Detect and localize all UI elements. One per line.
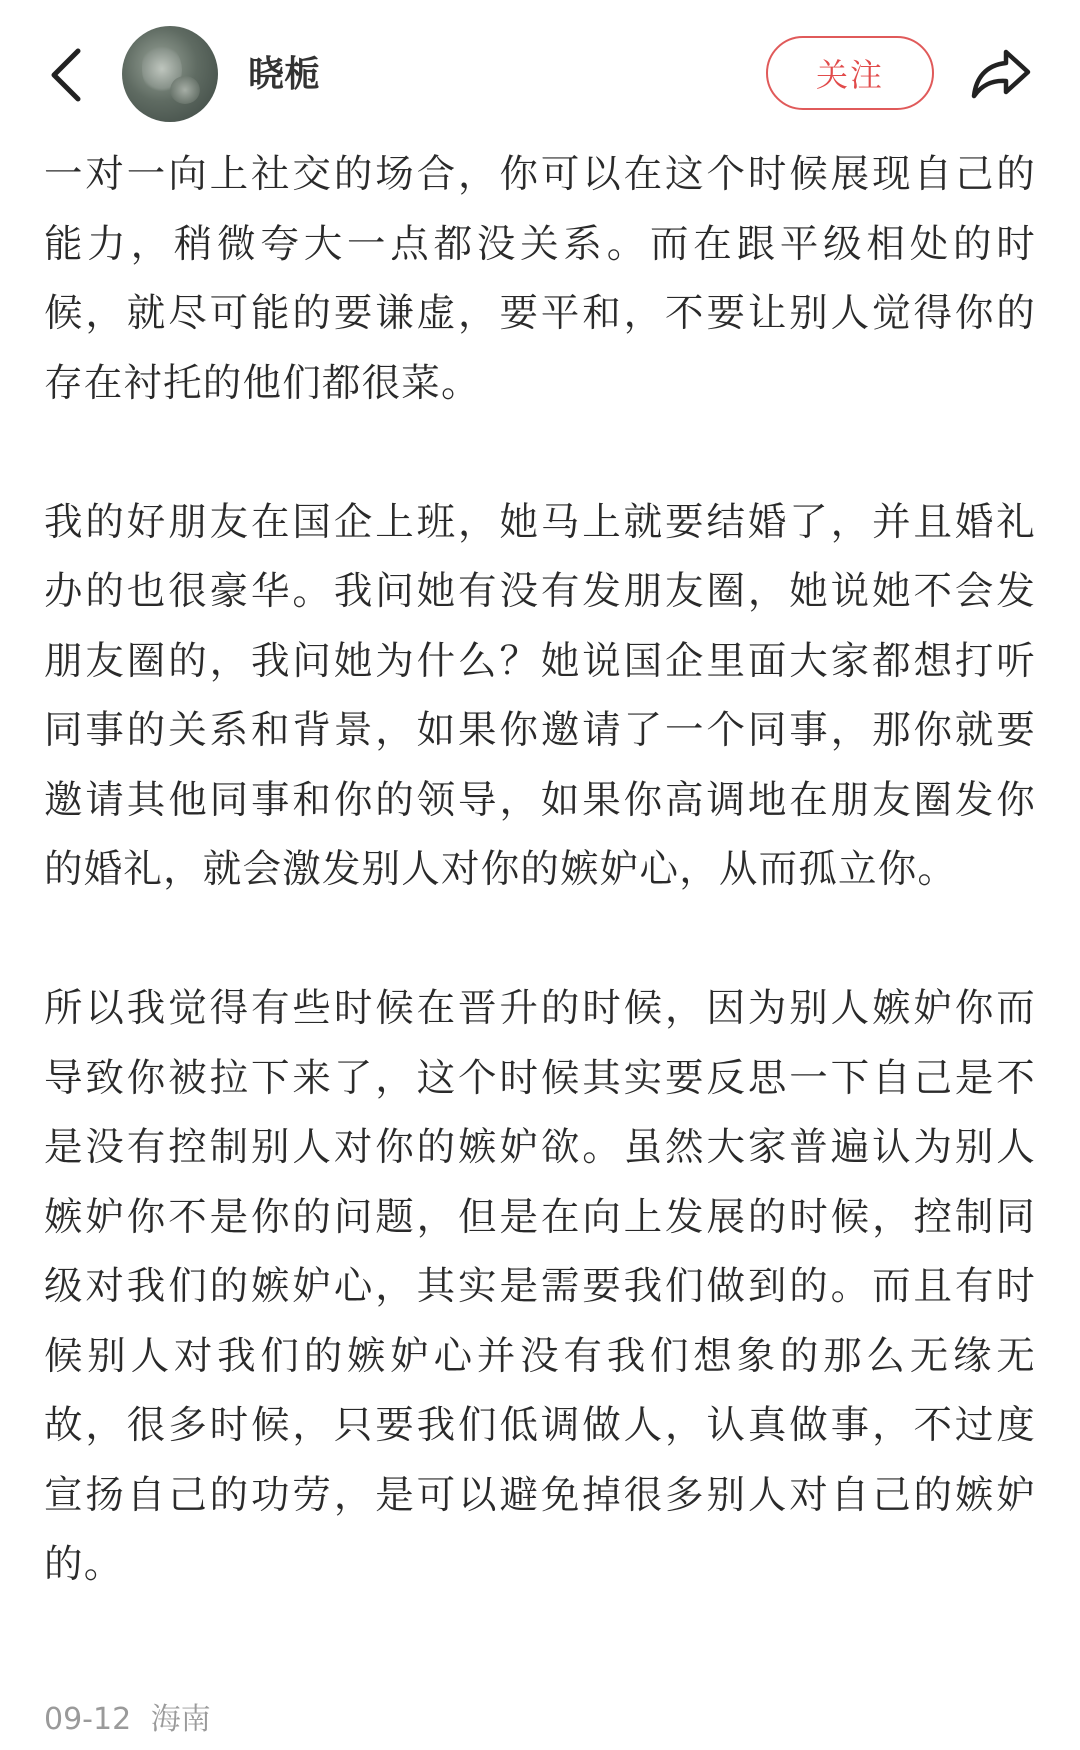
username[interactable]: 晓栀 bbox=[248, 54, 321, 95]
post-location: 海南 bbox=[150, 1702, 211, 1737]
post-paragraph-2: 我的好朋友在国企上班，她马上就要结婚了，并且婚礼办的也很豪华。我问她有没有发朋友圈，她说她不会发朋友圈的，我问她为什么？她说国企里面大家都想打听同事的关系和背景，如果你邀请了一个同事，那你就要邀请其他同事和你的领导，如果你高调地在朋友圈发你的婚礼，就会激发别人对你的嫉妒心，从而孤立你。 bbox=[44, 499, 1036, 892]
post-meta bbox=[44, 1700, 211, 1740]
back-button[interactable] bbox=[40, 40, 90, 110]
chevron-left-icon bbox=[48, 47, 82, 103]
post-date: 09-12 bbox=[44, 1702, 132, 1737]
post-paragraph-3: 所以我觉得有些时候在晋升的时候，因为别人嫉妒你而导致你被拉下来了，这个时候其实要反思一下自己是不是没有控制别人对你的嫉妒欲。虽然大家普遍认为别人嫉妒你不是你的问题，但是在向上发展的时候，控制同级对我们的嫉妒心，其实是需要我们做到的。而且有时候别人对我们的嫉妒心并没有我们想象的那么无缘无故，很多时候，只要我们低调做人，认真做事，不过度宣扬自己的功劳，是可以避免掉很多别人对自己的嫉妒的。 bbox=[44, 986, 1036, 1587]
share-button[interactable] bbox=[968, 44, 1034, 104]
share-arrow-icon bbox=[970, 48, 1032, 100]
post-body bbox=[44, 140, 1036, 1600]
top-bar bbox=[0, 0, 1080, 150]
avatar[interactable] bbox=[122, 26, 218, 122]
follow-button[interactable]: 关注 bbox=[766, 36, 934, 110]
post-paragraph-1: 一对一向上社交的场合，你可以在这个时候展现自己的能力，稍微夸大一点都没关系。而在跟平级相处的时候，就尽可能的要谦虚，要平和，不要让别人觉得你的存在衬托的他们都很菜。 bbox=[44, 152, 1036, 406]
